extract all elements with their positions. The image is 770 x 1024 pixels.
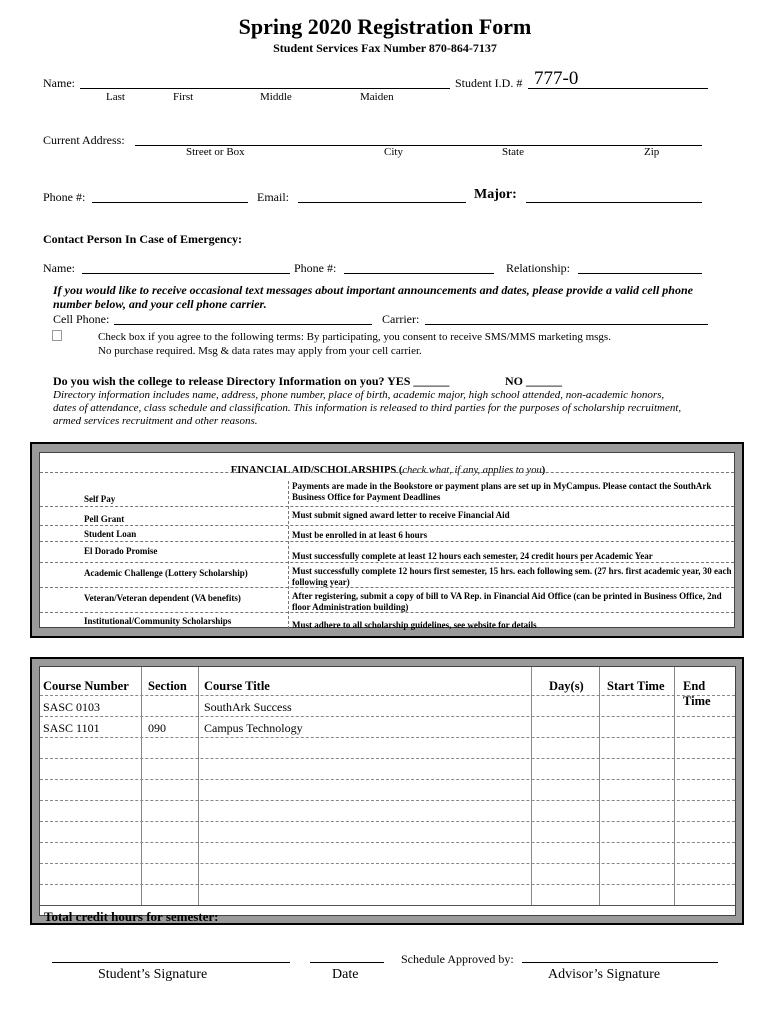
emergency-heading: Contact Person In Case of Emergency: — [43, 232, 242, 246]
total-credit-hours-label: Total credit hours for semester: — [44, 909, 219, 924]
table-row[interactable] — [40, 821, 735, 822]
address-part-street: Street or Box — [186, 146, 245, 158]
name-part-maiden: Maiden — [360, 91, 394, 103]
table-row[interactable] — [40, 758, 735, 759]
emergency-phone-field[interactable] — [344, 273, 494, 274]
page-title: Spring 2020 Registration Form — [238, 14, 532, 39]
phone-label: Phone #: — [43, 190, 86, 204]
header-start-time: Start Time — [607, 679, 665, 693]
header-course-number: Course Number — [43, 679, 129, 693]
course-number-1[interactable]: SASC 0103 — [43, 700, 101, 714]
name-label: Name: — [43, 76, 75, 90]
text-intro-line2: number below, and your cell phone carrier. — [53, 297, 267, 311]
student-id-label: Student I.D. # — [455, 76, 523, 90]
table-row[interactable] — [40, 800, 735, 801]
aid-note-pell-grant: Must submit signed award letter to receive Financial Aid — [292, 510, 510, 520]
consent-line2: No purchase required. Msg & data rates may apply from your cell carrier. — [98, 345, 422, 357]
table-row[interactable] — [40, 779, 735, 780]
aid-note-veteran: After registering, submit a copy of bill to VA Rep. in Financial Aid Office (can be printed in Business Office, 2nd floor Administration building) — [292, 591, 722, 612]
aid-type-pell-grant: Pell Grant — [84, 514, 125, 524]
name-part-last: Last — [106, 91, 125, 103]
directory-desc-line1: Directory information includes name, address, phone number, place of birth, academic major, high school attended, non-academic honors, — [53, 389, 665, 401]
relationship-field[interactable] — [578, 273, 702, 274]
emergency-name-field[interactable] — [82, 273, 290, 274]
text-intro-line1: If you would like to receive occasional text messages about important announcements and dates, please provide a valid cell phone — [53, 283, 693, 297]
financial-aid-panel — [30, 442, 744, 638]
directory-desc-line2: dates of attendance, class schedule and classification. This information is released to third parties for the purposes of scholarship recruitment, — [53, 402, 682, 414]
aid-note-institutional: Must adhere to all scholarship guidelines, see website for details — [292, 620, 537, 630]
aid-note-el-dorado-promise: Must successfully complete at least 12 hours each semester, 24 credit hours per Academic Year — [292, 551, 653, 561]
directory-no[interactable]: NO ______ — [505, 374, 562, 388]
carrier-field[interactable] — [425, 324, 708, 325]
course-number-2[interactable]: SASC 1101 — [43, 721, 100, 735]
phone-field[interactable] — [92, 202, 248, 203]
header-section: Section — [148, 679, 187, 693]
student-signature-label: Student’s Signature — [98, 967, 208, 982]
advisor-signature-label: Advisor’s Signature — [548, 967, 661, 982]
emergency-name-label: Name: — [43, 261, 75, 275]
course-table — [39, 666, 736, 924]
course-section-2[interactable]: 090 — [148, 721, 166, 735]
emergency-phone-label: Phone #: — [294, 261, 337, 275]
student-signature-field[interactable] — [52, 962, 290, 963]
financial-aid-table — [39, 452, 735, 628]
table-row[interactable] — [40, 884, 735, 885]
aid-note-academic-challenge: Must successfully complete 12 hours first semester, 15 hrs. each following sem. (27 hrs. first academic year, 30 each following year) — [292, 566, 732, 587]
relationship-label: Relationship: — [506, 261, 570, 275]
aid-type-academic-challenge: Academic Challenge (Lottery Scholarship) — [84, 568, 248, 578]
course-panel — [30, 657, 744, 925]
header-course-title: Course Title — [204, 679, 270, 693]
name-field[interactable] — [80, 88, 450, 89]
address-part-state: State — [502, 146, 524, 158]
name-part-middle: Middle — [260, 91, 292, 103]
financial-aid-heading: FINANCIAL AID/SCHOLARSHIPS (check what, if any, applies to you) — [230, 465, 546, 476]
course-title-1[interactable]: SouthArk Success — [204, 700, 292, 714]
aid-type-self-pay: Self Pay — [84, 494, 116, 504]
table-row[interactable] — [40, 863, 735, 864]
aid-type-veteran: Veteran/Veteran dependent (VA benefits) — [84, 593, 241, 603]
date-field[interactable] — [310, 962, 384, 963]
header-end-time: End Time — [683, 679, 711, 708]
course-title-2[interactable]: Campus Technology — [204, 721, 303, 735]
consent-line1: Check box if you agree to the following terms: By participating, you consent to receive SMS/MMS marketing msgs. — [98, 331, 611, 343]
carrier-label: Carrier: — [382, 312, 420, 326]
major-label: Major: — [474, 187, 517, 202]
student-id-value: 777-0 — [534, 68, 579, 89]
aid-note-student-loan: Must be enrolled in at least 6 hours — [292, 530, 428, 540]
sms-consent-checkbox[interactable] — [52, 330, 62, 341]
directory-question: Do you wish the college to release Directory Information on you? YES ______ — [53, 374, 450, 388]
address-part-zip: Zip — [644, 146, 660, 158]
name-part-first: First — [173, 91, 194, 103]
cell-phone-field[interactable] — [114, 324, 372, 325]
student-id-field[interactable] — [528, 88, 708, 89]
date-label: Date — [332, 967, 359, 982]
email-label: Email: — [257, 190, 289, 204]
fax-number: Student Services Fax Number 870-864-7137 — [273, 41, 497, 55]
aid-note-self-pay: Payments are made in the Bookstore or payment plans are set up in MyCampus. Please contact the SouthArk Business Office for Payment Deadlines — [292, 481, 712, 502]
email-field[interactable] — [298, 202, 466, 203]
cell-phone-label: Cell Phone: — [53, 312, 110, 326]
address-label: Current Address: — [43, 133, 125, 147]
header-days: Day(s) — [549, 679, 584, 693]
advisor-signature-field[interactable] — [522, 962, 718, 963]
aid-type-el-dorado-promise: El Dorado Promise — [84, 546, 158, 556]
schedule-approved-label: Schedule Approved by: — [401, 952, 514, 966]
aid-type-institutional: Institutional/Community Scholarships — [84, 616, 232, 626]
table-row[interactable] — [40, 842, 735, 843]
address-part-city: City — [384, 146, 403, 158]
major-field[interactable] — [526, 202, 702, 203]
directory-desc-line3: armed services recruitment and other reasons. — [53, 415, 258, 427]
aid-type-student-loan: Student Loan — [84, 529, 137, 539]
